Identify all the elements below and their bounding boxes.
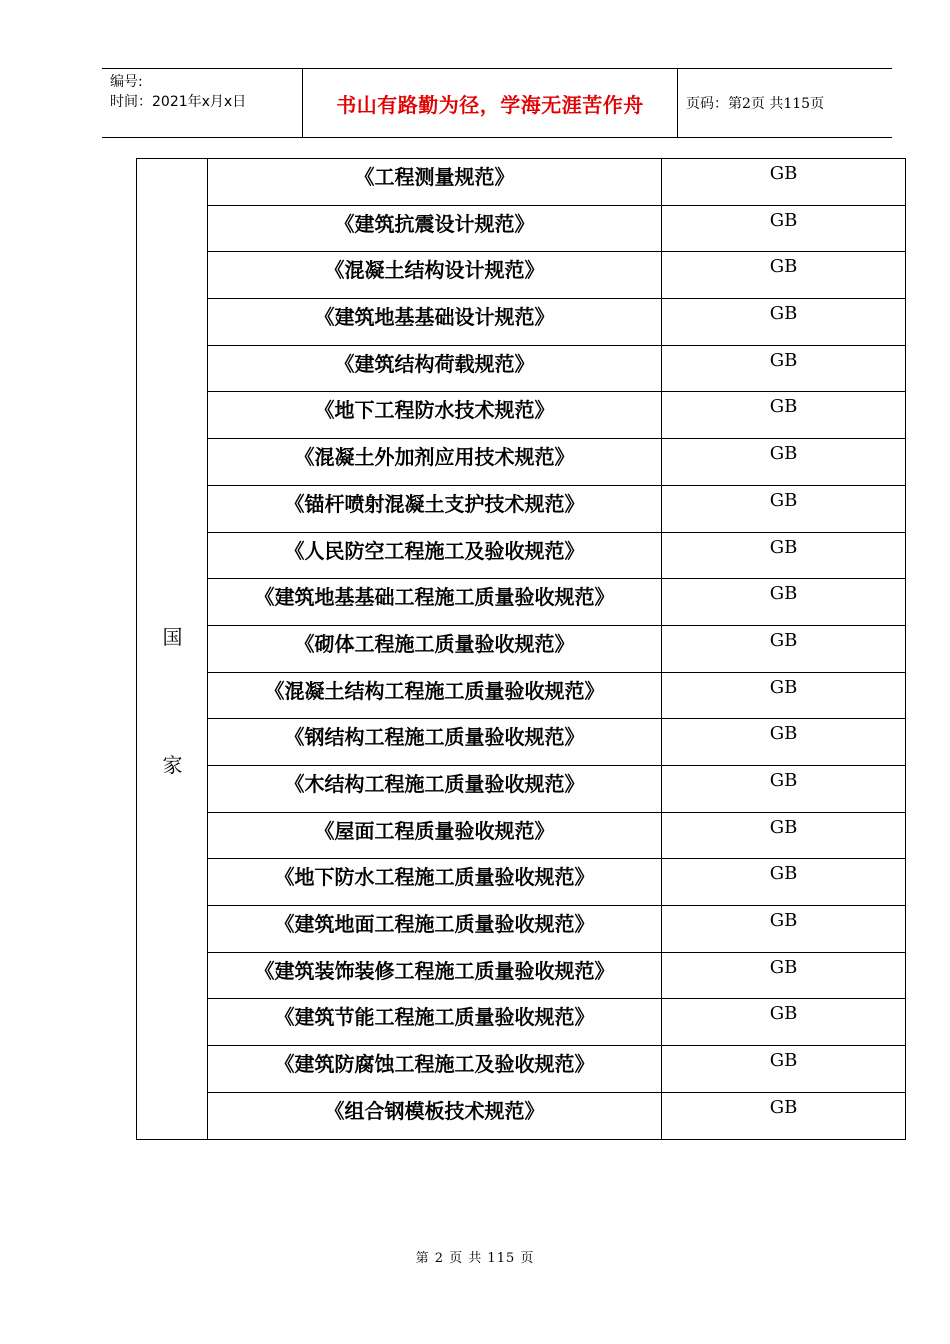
standard-name: 《木结构工程施工质量验收规范》 (208, 766, 662, 812)
standard-name: 《组合钢模板技术规范》 (208, 1093, 662, 1140)
category-column (137, 159, 208, 1139)
page-header (102, 68, 892, 138)
table-rows (208, 159, 905, 1139)
standard-code: GB (769, 443, 798, 465)
standard-code: GB (769, 863, 798, 885)
standard-code: GB (769, 256, 798, 278)
standard-code: GB (769, 209, 798, 231)
standard-name: 《屋面工程质量验收规范》 (208, 813, 662, 859)
standard-name: 《建筑地基基础设计规范》 (208, 299, 662, 345)
standard-code: GB (769, 1050, 798, 1072)
standard-code: GB (769, 1003, 798, 1025)
header-meta (102, 69, 303, 137)
table-row (208, 766, 905, 813)
table-row (208, 999, 905, 1046)
standard-name: 《混凝土外加剂应用技术规范》 (208, 439, 662, 485)
table-row (208, 533, 905, 580)
standard-code: GB (769, 583, 798, 605)
table-row (208, 159, 905, 206)
table-row (208, 579, 905, 626)
standard-name: 《建筑地面工程施工质量验收规范》 (208, 906, 662, 952)
header-motto: 书山有路勤为径，学海无涯苦作舟 (303, 69, 678, 137)
standard-name: 《工程测量规范》 (208, 159, 662, 205)
table-row (208, 673, 905, 720)
standard-name: 《地下工程防水技术规范》 (208, 392, 662, 438)
category-char: 国 (162, 625, 183, 649)
standard-name: 《建筑结构荷载规范》 (208, 346, 662, 392)
table-row (208, 1093, 905, 1140)
standard-code: GB (769, 629, 798, 651)
category-char: 家 (162, 753, 183, 777)
table-row (208, 953, 905, 1000)
standard-code: GB (769, 396, 798, 418)
standard-name: 《锚杆喷射混凝土支护技术规范》 (208, 486, 662, 532)
standard-code: GB (769, 489, 798, 511)
header-page-info: 页码：第2页 共115页 (686, 96, 825, 112)
number-label: 编号: (110, 74, 143, 90)
table-row (208, 719, 905, 766)
standard-code: GB (769, 723, 798, 745)
standard-name: 《建筑防腐蚀工程施工及验收规范》 (208, 1046, 662, 1092)
table-row (208, 299, 905, 346)
standard-code: GB (769, 303, 798, 325)
table-row (208, 392, 905, 439)
standard-name: 《地下防水工程施工质量验收规范》 (208, 859, 662, 905)
table-row (208, 439, 905, 486)
standard-code: GB (769, 956, 798, 978)
standard-code: GB (769, 1096, 798, 1118)
page-footer: 第 2 页 共 115 页 (415, 1251, 535, 1266)
table-row (208, 1046, 905, 1093)
standard-name: 《建筑抗震设计规范》 (208, 206, 662, 252)
table-row (208, 813, 905, 860)
standard-name: 《砌体工程施工质量验收规范》 (208, 626, 662, 672)
standard-code: GB (769, 910, 798, 931)
standard-name: 《钢结构工程施工质量验收规范》 (208, 719, 662, 765)
table-row (208, 626, 905, 673)
table-row (208, 486, 905, 533)
standard-name: 《建筑节能工程施工质量验收规范》 (208, 999, 662, 1045)
time-label: 时间：2021年x月x日 (110, 94, 247, 110)
standard-code: GB (769, 163, 798, 184)
table-row (208, 206, 905, 253)
table-row (208, 859, 905, 906)
standards-table (136, 158, 906, 1140)
standard-code: GB (769, 769, 798, 791)
table-row (208, 252, 905, 299)
standard-name: 《混凝土结构工程施工质量验收规范》 (208, 673, 662, 719)
table-row (208, 906, 905, 953)
table-row (208, 346, 905, 393)
standard-code: GB (769, 536, 798, 558)
standard-code: GB (769, 676, 798, 698)
standard-name: 《混凝土结构设计规范》 (208, 252, 662, 298)
standard-name: 《建筑装饰装修工程施工质量验收规范》 (208, 953, 662, 999)
standard-code: GB (769, 816, 798, 838)
standard-name: 《建筑地基基础工程施工质量验收规范》 (208, 579, 662, 625)
standard-name: 《人民防空工程施工及验收规范》 (208, 533, 662, 579)
standard-code: GB (769, 349, 798, 371)
